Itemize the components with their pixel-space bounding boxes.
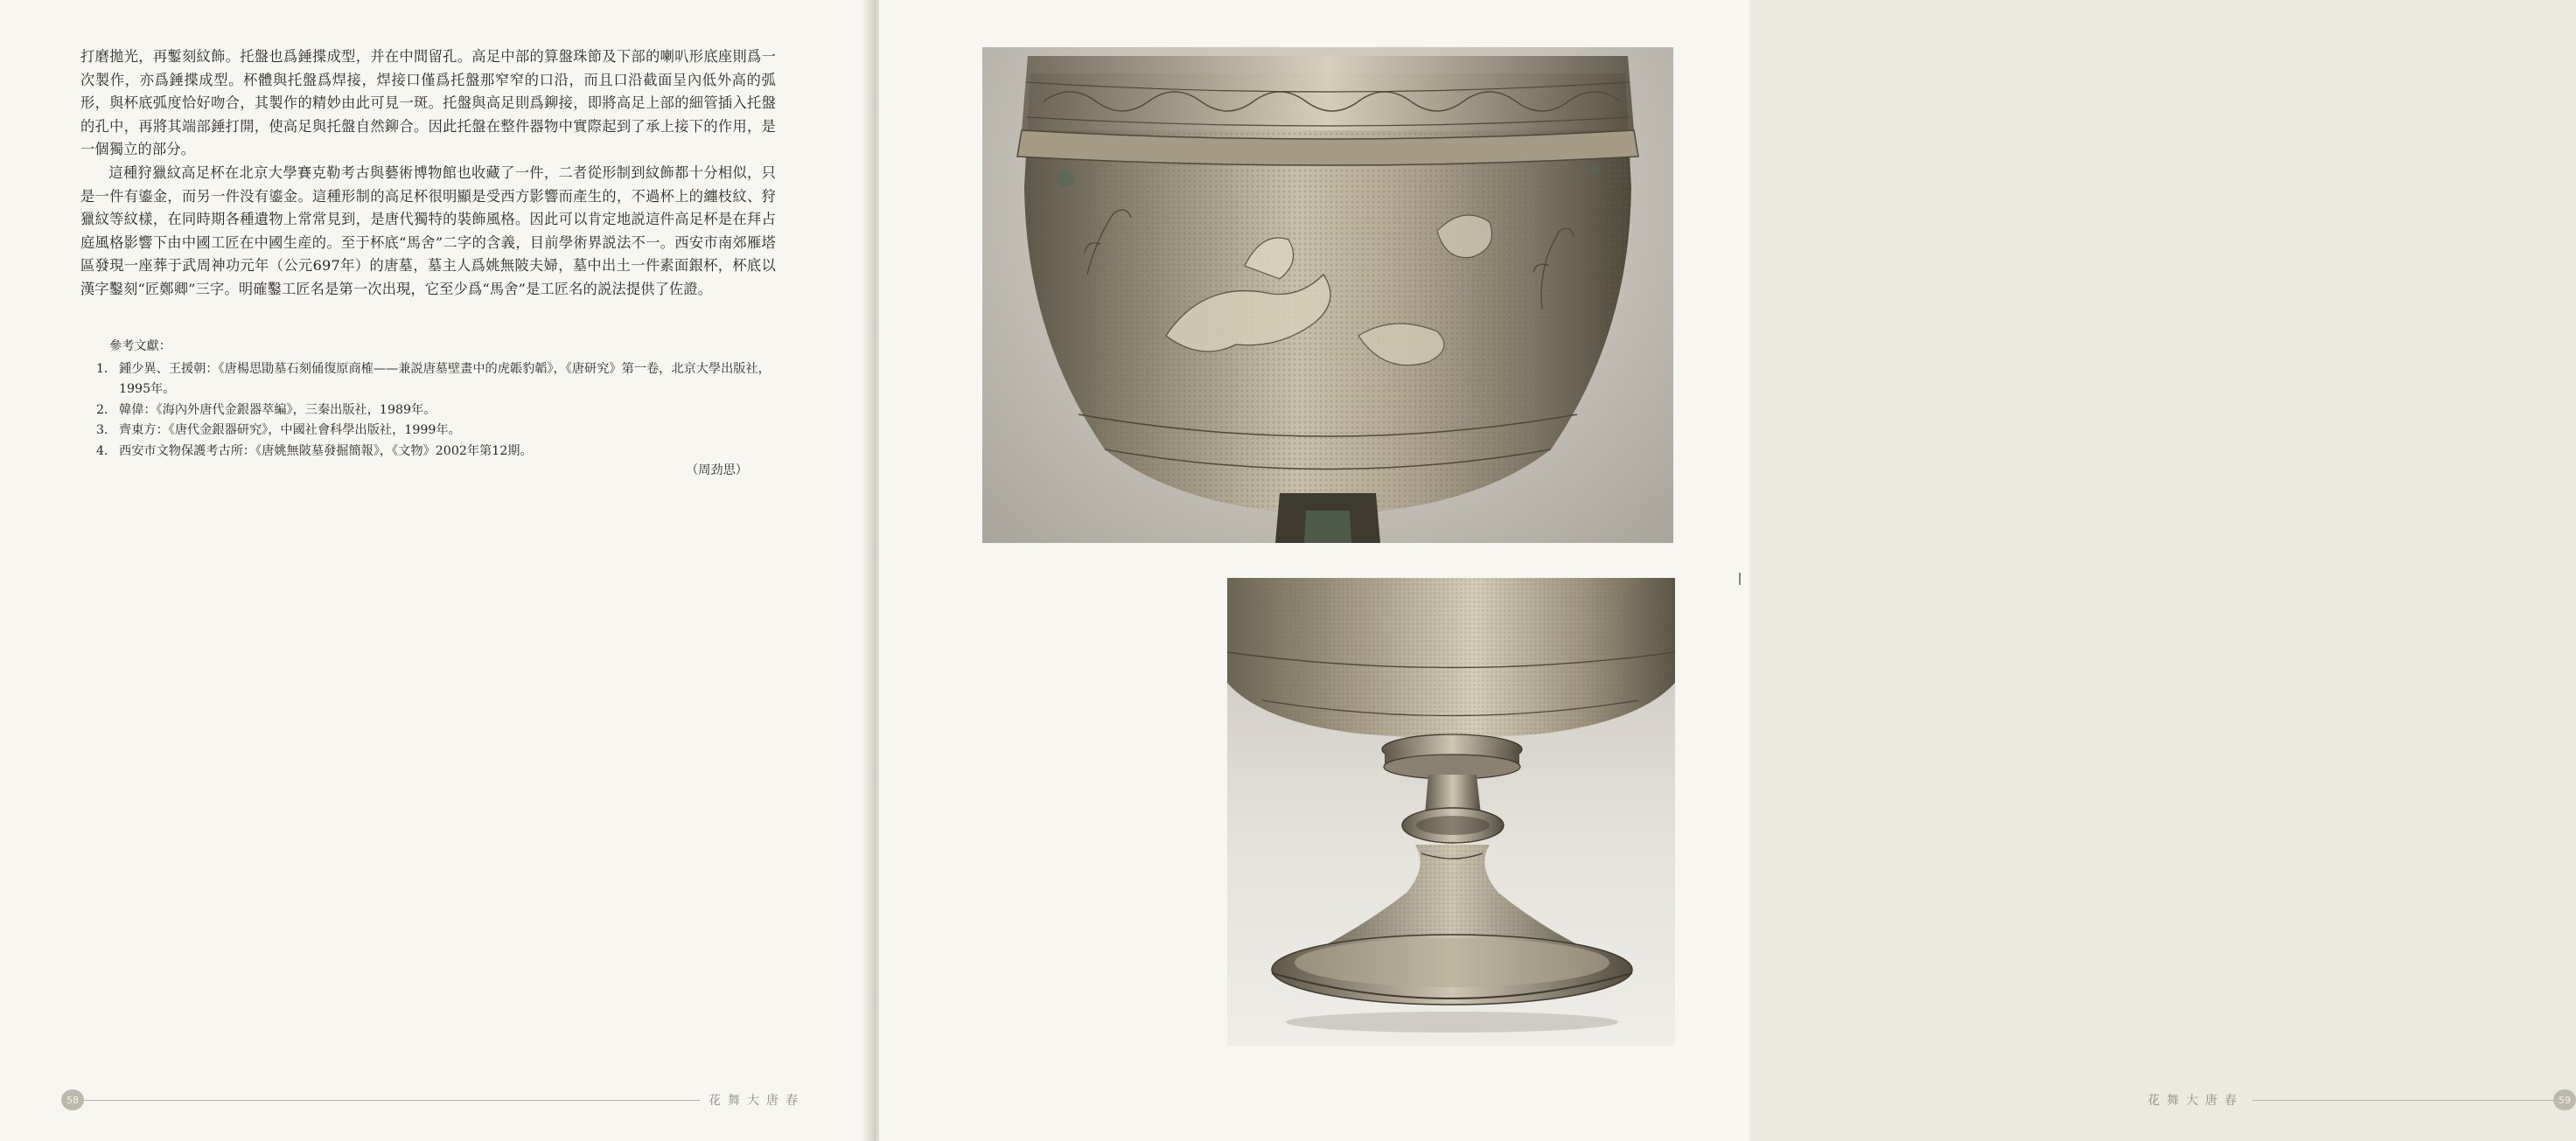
references [96, 337, 774, 462]
body-text [80, 45, 776, 302]
running-title-left: 花舞大唐春 [709, 1094, 805, 1108]
high-foot-cup-illustration [1227, 578, 1675, 1046]
left-footer [61, 1089, 813, 1110]
running-title-right: 花舞大唐春 [2147, 1094, 2244, 1108]
reference-item: 3． 齊東方：《唐代金銀器研究》，中國社會科學出版社，1999年。 [96, 423, 461, 437]
right-footer [2139, 1089, 2576, 1110]
author-credit: （周劲思） [686, 463, 748, 477]
reference-item: 2． 韓偉：《海內外唐代金銀器萃編》，三秦出版社，1989年。 [96, 402, 436, 417]
footer-rule [2252, 1100, 2553, 1101]
cup-detail-illustration [982, 47, 1673, 543]
reference-item: 4． 西安市文物保護考古所：《唐姚無陂墓發掘簡報》，《文物》2002年第12期。 [96, 443, 533, 458]
paragraph-1: 打磨拋光，再鏨刻紋飾。托盤也爲錘揲成型，并在中間留孔。高足中部的算盤珠節及下部的喇叭形底座則爲一次製作，亦爲錘揲成型。杯體與托盤爲焊接，焊接口僅爲托盤那窄窄的口沿，而且口沿截面呈內低外高的弧形，與杯底弧度恰好吻合，其製作的精妙由此可見一斑。托盤與高足則爲鉚接，即將高足上部的細管插入托盤的孔中，再將其端部錘打開，使高足與托盤自然鉚合。因此托盤在整件器物中實際起到了承上接下的作用，是一個獨立的部分。 [80, 48, 776, 158]
references-title: 參考文獻： [109, 339, 171, 353]
page-edge-mark [1739, 573, 1741, 585]
reference-item: 1． 鍾少異、王援朝：《唐楊思勖墓石刻俑復原商榷——兼説唐墓壁畫中的虎韔豹韜》，《唐研究》第一卷，北京大學出版社，1995年。 [96, 361, 771, 396]
footer-rule [84, 1100, 700, 1101]
paragraph-2: 這種狩獵紋高足杯在北京大學賽克勒考古與藝術博物館也收藏了一件，二者從形制到紋飾都十分相似，只是一件有鎏金，而另一件没有鎏金。這種形制的高足杯很明顯是受西方影響而產生的，不過杯上的纏枝紋、狩獵紋等紋樣，在同時期各種遺物上常常見到，是唐代獨特的裝飾風格。因此可以肯定地説這件高足杯是在拜占庭風格影響下由中國工匠在中國生産的。至于杯底“馬舍”二字的含義，目前學術界説法不一。西安市南郊雁塔區發現一座葬于武周神功元年（公元697年）的唐墓，墓主人爲姚無陂夫婦，墓中出土一件素面銀杯，杯底以漢字鑿刻“匠鄭卿”三字。明確鑿工匠名是第一次出現，它至少爲“馬舍”是工匠名的説法提供了佐證。 [80, 163, 776, 297]
left-page [0, 0, 870, 1141]
cup-detail-photo [982, 47, 1673, 543]
page-number-left: 58 [61, 1089, 84, 1110]
page-number-right: 59 [2553, 1089, 2576, 1110]
high-foot-cup-photo [1227, 578, 1675, 1046]
